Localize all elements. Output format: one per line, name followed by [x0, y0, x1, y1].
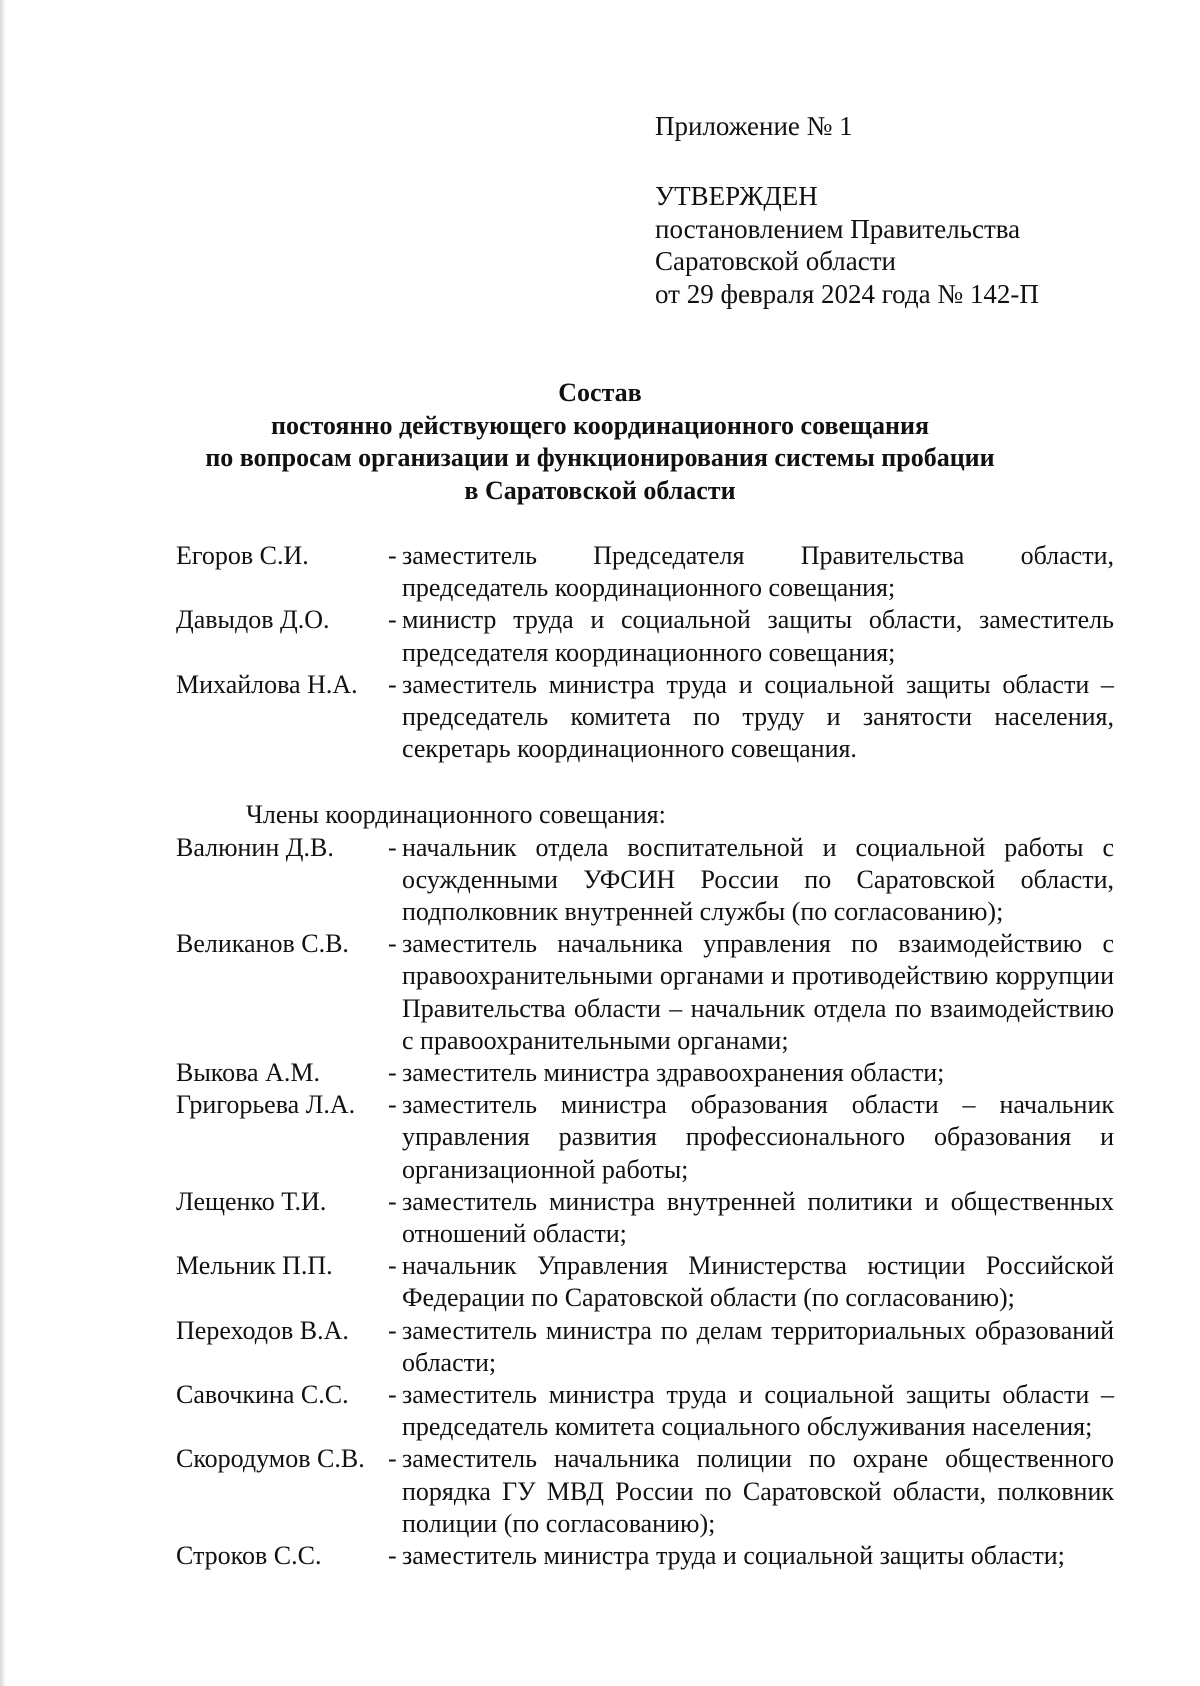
person-name: Великанов С.В. [176, 929, 349, 959]
roster-row [176, 1057, 1114, 1089]
person-role: заместитель начальника управления по взаимодействию с правоохранительными органами и противодействию коррупции Правительства области – начальник отдела по взаимодействию с правоохранительными органами; [402, 929, 1114, 1055]
roster-row [176, 1186, 1114, 1250]
person-role: начальник отдела воспитательной и социальной работы с осужденными УФСИН России по Саратовской области, подполковник внутренней службы (по согласованию); [402, 832, 1114, 927]
dash: - [388, 832, 397, 862]
scan-edge [0, 0, 6, 1686]
person-role: заместитель Председателя Правительства области, председатель координационного совещания; [402, 541, 1114, 603]
person-role: министр труда и социальной защиты области, заместитель председателя координационного совещания; [402, 605, 1114, 667]
person-role: заместитель министра образования области – начальник управления развития профессионального образования и организационной работы; [402, 1090, 1114, 1184]
person-name: Лещенко Т.И. [176, 1186, 327, 1216]
appendix-label: Приложение № 1 [655, 111, 853, 141]
roster-row [176, 1315, 1114, 1379]
approval-line: постановлением Правительства [655, 213, 1021, 244]
dash: - [388, 1186, 397, 1216]
person-name: Скородумов С.В. [176, 1444, 365, 1474]
dash: - [388, 669, 397, 699]
person-name: Выкова А.М. [176, 1058, 320, 1088]
approval-block [655, 180, 1039, 310]
person-role: заместитель министра здравоохранения области; [402, 1058, 945, 1088]
dash: - [388, 1315, 397, 1345]
title-line: Состав [558, 378, 642, 407]
dash: - [388, 1251, 397, 1281]
person-name: Давыдов Д.О. [176, 605, 330, 635]
roster-row [176, 1379, 1114, 1443]
person-name: Переходов В.А. [176, 1315, 349, 1345]
person-role: заместитель министра по делам территориальных образований области; [402, 1315, 1114, 1377]
person-name: Григорьева Л.А. [176, 1090, 356, 1120]
roster-row [176, 604, 1114, 668]
roster-row [176, 832, 1114, 929]
person-role: заместитель начальника полиции по охране общественного порядка ГУ МВД России по Саратовской области, полковник полиции (по согласованию); [402, 1444, 1114, 1538]
approval-line: УТВЕРЖДЕН [655, 181, 818, 211]
person-role: заместитель министра внутренней политики и общественных отношений области; [402, 1186, 1114, 1249]
dash: - [388, 605, 397, 635]
person-role: заместитель министра труда и социальной защиты области – председатель комитета по труду и занятости населения, секретарь координационного совещания. [402, 669, 1114, 764]
approval-line: Саратовской области [655, 246, 896, 276]
dash: - [388, 541, 397, 570]
person-name: Михайлова Н.А. [176, 669, 358, 699]
person-role: заместитель министра труда и социальной защиты области; [402, 1541, 1065, 1571]
roster-row [176, 1540, 1114, 1572]
person-name: Строков С.С. [176, 1541, 322, 1571]
members-heading: Члены координационного совещания: [246, 800, 666, 830]
roster-row [176, 1089, 1114, 1186]
title-line: по вопросам организации и функционирования системы пробации [205, 443, 995, 472]
dash: - [388, 1444, 397, 1474]
roster [176, 540, 1114, 1572]
dash: - [388, 929, 397, 959]
person-role: заместитель министра труда и социальной защиты области – председатель комитета социального обслуживания населения; [402, 1380, 1114, 1442]
person-name: Савочкина С.С. [176, 1380, 349, 1410]
dash: - [388, 1541, 397, 1571]
person-name: Валюнин Д.В. [176, 832, 334, 862]
approval-line: от 29 февраля 2024 года № 142-П [655, 278, 1039, 309]
document-title [0, 377, 1200, 507]
roster-row [176, 1443, 1114, 1540]
title-line: постоянно действующего координационного совещания [270, 410, 930, 440]
title-line: в Саратовской области [464, 475, 736, 505]
roster-row [176, 928, 1114, 1057]
person-role: начальник Управления Министерства юстиции Российской Федерации по Саратовской области (по согласованию); [402, 1251, 1114, 1313]
roster-row [176, 540, 1114, 604]
dash: - [388, 1058, 397, 1088]
person-name: Мельник П.П. [176, 1251, 333, 1281]
roster-row [176, 669, 1114, 766]
dash: - [388, 1090, 397, 1120]
dash: - [388, 1380, 397, 1410]
person-name: Егоров С.И. [176, 541, 309, 570]
roster-row [176, 1250, 1114, 1314]
